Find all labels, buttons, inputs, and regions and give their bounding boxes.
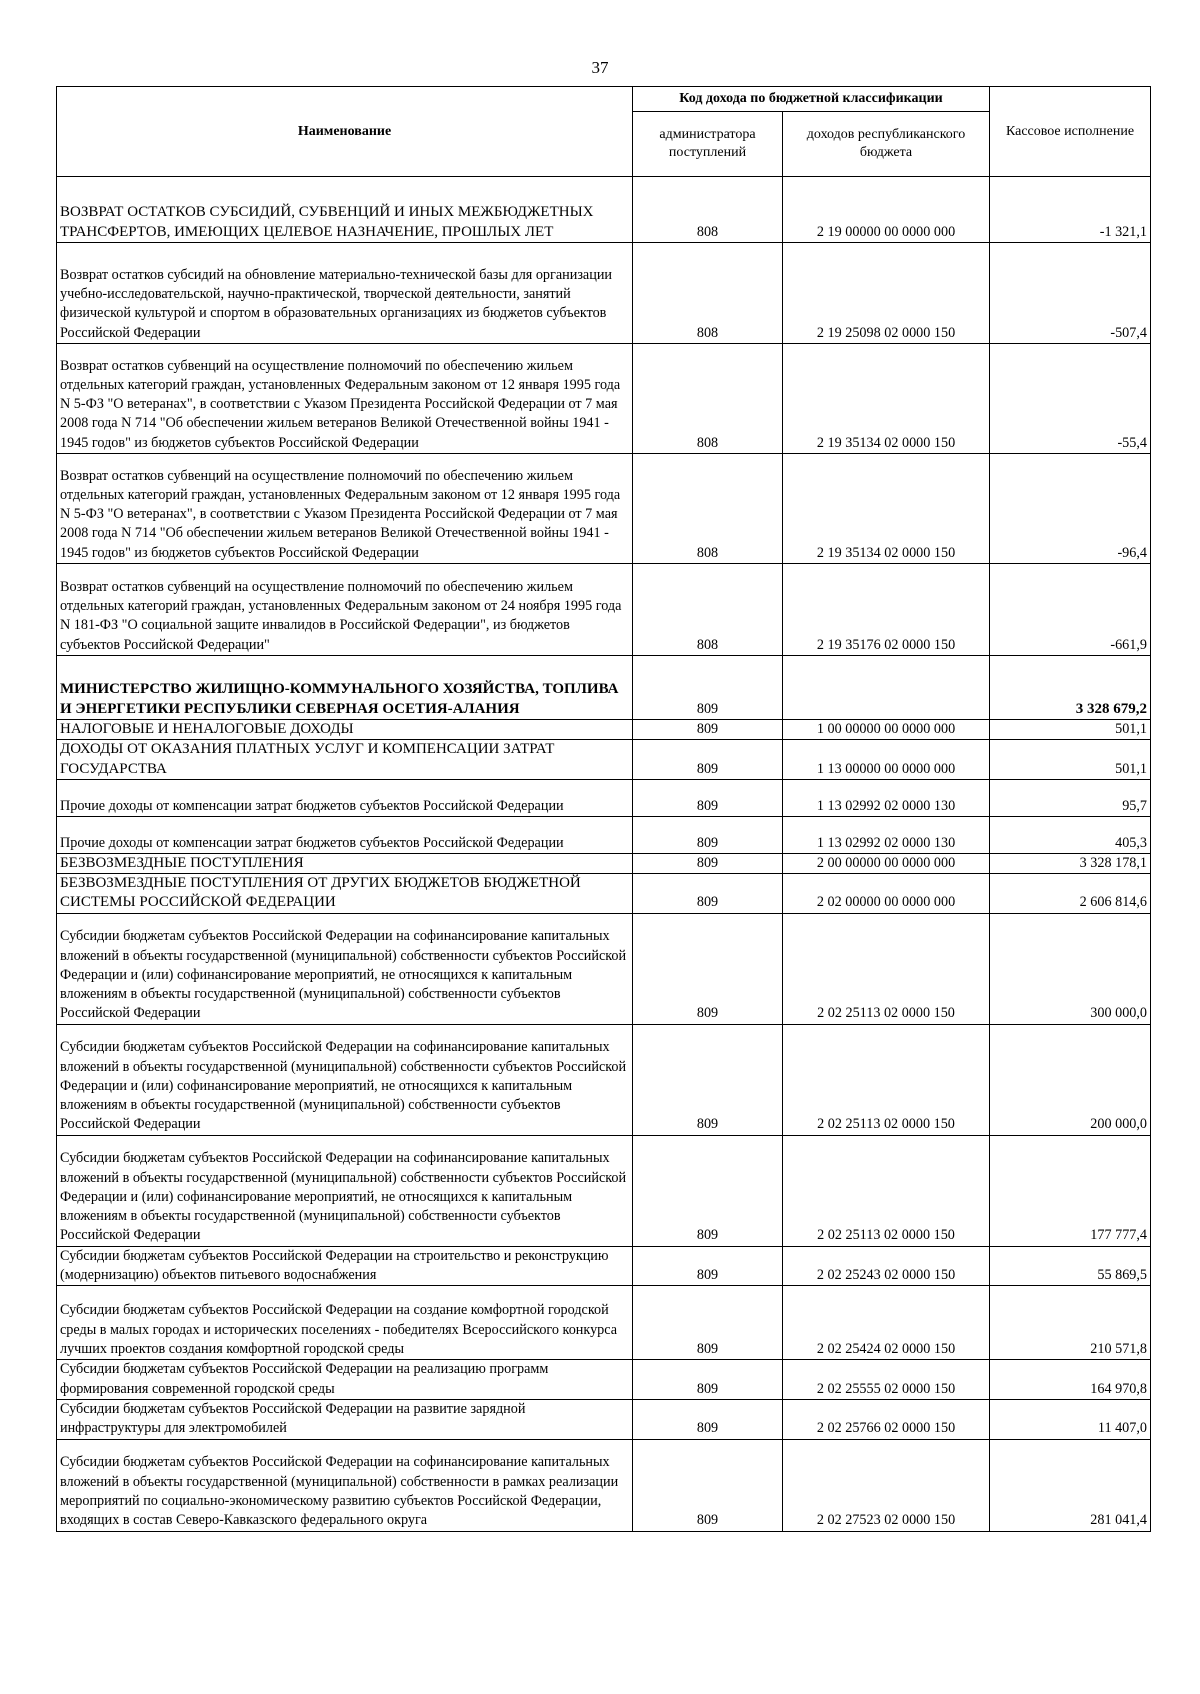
row-name-cell: Прочие доходы от компенсации затрат бюджетов субъектов Российской Федерации: [57, 779, 633, 816]
table-row: [57, 853, 1151, 873]
row-code-cell: 2 19 35134 02 0000 150: [783, 344, 990, 454]
row-code-cell: 2 00 00000 00 0000 000: [783, 853, 990, 873]
row-code-cell: [783, 656, 990, 720]
row-admin-cell: 809: [633, 779, 783, 816]
row-code-cell: 2 02 25113 02 0000 150: [783, 1135, 990, 1246]
header-name: Наименование: [57, 87, 633, 177]
table-body: [57, 177, 1151, 1532]
row-name-cell: Субсидии бюджетам субъектов Российской Федерации на развитие зарядной инфраструктуры для электромобилей: [57, 1399, 633, 1439]
row-name-cell: БЕЗВОЗМЕЗДНЫЕ ПОСТУПЛЕНИЯ: [57, 853, 633, 873]
table-row: [57, 243, 1151, 344]
table-row: [57, 913, 1151, 1024]
table-row: [57, 1246, 1151, 1286]
row-amount-cell: 501,1: [990, 720, 1151, 740]
row-admin-cell: 808: [633, 243, 783, 344]
row-amount-cell: 281 041,4: [990, 1439, 1151, 1531]
table-row: [57, 1024, 1151, 1135]
row-amount-cell: 55 869,5: [990, 1246, 1151, 1286]
header-income: доходов республиканского бюджета: [783, 112, 990, 177]
row-amount-cell: 95,7: [990, 779, 1151, 816]
row-admin-cell: 809: [633, 1286, 783, 1360]
table-row: [57, 454, 1151, 564]
row-amount-cell: 3 328 178,1: [990, 853, 1151, 873]
table-row: [57, 177, 1151, 243]
row-admin-cell: 808: [633, 564, 783, 656]
row-amount-cell: 501,1: [990, 740, 1151, 780]
row-admin-cell: 809: [633, 1024, 783, 1135]
row-code-cell: 2 02 00000 00 0000 000: [783, 874, 990, 914]
row-admin-cell: 809: [633, 740, 783, 780]
row-admin-cell: 809: [633, 656, 783, 720]
row-amount-cell: 177 777,4: [990, 1135, 1151, 1246]
row-name-cell: Субсидии бюджетам субъектов Российской Федерации на софинансирование капитальных вложений в объекты государственной (муниципальной) собственности субъектов Российской Федерации и (или) софинансирование мероприятий, не относящихся к капитальным вложениям в объекты государственной (муниципальной) собственности субъектов Российской Федерации: [57, 913, 633, 1024]
row-admin-cell: 809: [633, 720, 783, 740]
row-name-cell: ДОХОДЫ ОТ ОКАЗАНИЯ ПЛАТНЫХ УСЛУГ И КОМПЕНСАЦИИ ЗАТРАТ ГОСУДАРСТВА: [57, 740, 633, 780]
row-name-cell: Прочие доходы от компенсации затрат бюджетов субъектов Российской Федерации: [57, 816, 633, 853]
row-admin-cell: 809: [633, 1135, 783, 1246]
row-code-cell: 2 02 25113 02 0000 150: [783, 913, 990, 1024]
row-code-cell: 2 02 25243 02 0000 150: [783, 1246, 990, 1286]
row-name-cell: Возврат остатков субсидий на обновление материально-технической базы для организации учебно-исследовательской, научно-практической, творческой деятельности, занятий физической культурой и спортом в образовательных организациях из бюджетов субъектов Российской Федерации: [57, 243, 633, 344]
row-name-cell: Субсидии бюджетам субъектов Российской Федерации на софинансирование капитальных вложений в объекты государственной (муниципальной) собственности в рамках реализации мероприятий по социально-экономическому развитию субъектов Российской Федерации, входящих в состав Северо-Кавказского федерального округа: [57, 1439, 633, 1531]
header-admin: администратора поступлений: [633, 112, 783, 177]
row-code-cell: 1 00 00000 00 0000 000: [783, 720, 990, 740]
row-admin-cell: 809: [633, 1399, 783, 1439]
row-admin-cell: 809: [633, 1360, 783, 1400]
row-admin-cell: 809: [633, 1246, 783, 1286]
row-amount-cell: 3 328 679,2: [990, 656, 1151, 720]
row-name-cell: Возврат остатков субвенций на осуществление полномочий по обеспечению жильем отдельных категорий граждан, установленных Федеральным законом от 12 января 1995 года N 5-ФЗ "О ветеранах", в соответствии с Указом Президента Российской Федерации от 7 мая 2008 года N 714 "Об обеспечении жильем ветеранов Великой Отечественной войны 1941 - 1945 годов" из бюджетов субъектов Российской Федерации: [57, 344, 633, 454]
row-name-cell: МИНИСТЕРСТВО ЖИЛИЩНО-КОММУНАЛЬНОГО ХОЗЯЙСТВА, ТОПЛИВА И ЭНЕРГЕТИКИ РЕСПУБЛИКИ СЕВЕРНАЯ ОСЕТИЯ-АЛАНИЯ: [57, 656, 633, 720]
row-amount-cell: -1 321,1: [990, 177, 1151, 243]
row-name-cell: ВОЗВРАТ ОСТАТКОВ СУБСИДИЙ, СУБВЕНЦИЙ И ИНЫХ МЕЖБЮДЖЕТНЫХ ТРАНСФЕРТОВ, ИМЕЮЩИХ ЦЕЛЕВОЕ НАЗНАЧЕНИЕ, ПРОШЛЫХ ЛЕТ: [57, 177, 633, 243]
page-number: 37: [591, 58, 609, 77]
table-header: [57, 87, 1151, 177]
row-name-cell: Субсидии бюджетам субъектов Российской Федерации на реализацию программ формирования современной городской среды: [57, 1360, 633, 1400]
row-code-cell: 2 19 35176 02 0000 150: [783, 564, 990, 656]
table-row: [57, 1286, 1151, 1360]
row-name-cell: Возврат остатков субвенций на осуществление полномочий по обеспечению жильем отдельных категорий граждан, установленных Федеральным законом от 12 января 1995 года N 5-ФЗ "О ветеранах", в соответствии с Указом Президента Российской Федерации от 7 мая 2008 года N 714 "Об обеспечении жильем ветеранов Великой Отечественной войны 1941 - 1945 годов" из бюджетов субъектов Российской Федерации: [57, 454, 633, 564]
budget-table: [56, 86, 1151, 1532]
row-amount-cell: -96,4: [990, 454, 1151, 564]
row-admin-cell: 809: [633, 874, 783, 914]
row-name-cell: Субсидии бюджетам субъектов Российской Федерации на софинансирование капитальных вложений в объекты государственной (муниципальной) собственности субъектов Российской Федерации и (или) софинансирование мероприятий, не относящихся к капитальным вложениям в объекты государственной (муниципальной) собственности субъектов Российской Федерации: [57, 1024, 633, 1135]
header-amount: Кассовое исполнение: [990, 87, 1151, 177]
row-name-cell: НАЛОГОВЫЕ И НЕНАЛОГОВЫЕ ДОХОДЫ: [57, 720, 633, 740]
table-row: [57, 1439, 1151, 1531]
row-amount-cell: 210 571,8: [990, 1286, 1151, 1360]
table-row: [57, 1360, 1151, 1400]
row-admin-cell: 808: [633, 344, 783, 454]
row-admin-cell: 809: [633, 913, 783, 1024]
row-code-cell: 2 19 00000 00 0000 000: [783, 177, 990, 243]
table-row: [57, 740, 1151, 780]
table-row: [57, 344, 1151, 454]
row-code-cell: 2 02 25424 02 0000 150: [783, 1286, 990, 1360]
row-name-cell: БЕЗВОЗМЕЗДНЫЕ ПОСТУПЛЕНИЯ ОТ ДРУГИХ БЮДЖЕТОВ БЮДЖЕТНОЙ СИСТЕМЫ РОССИЙСКОЙ ФЕДЕРАЦИИ: [57, 874, 633, 914]
row-code-cell: 2 02 27523 02 0000 150: [783, 1439, 990, 1531]
row-admin-cell: 809: [633, 853, 783, 873]
row-admin-cell: 809: [633, 1439, 783, 1531]
table-row: [57, 1399, 1151, 1439]
row-amount-cell: 200 000,0: [990, 1024, 1151, 1135]
row-code-cell: 2 19 25098 02 0000 150: [783, 243, 990, 344]
row-amount-cell: 11 407,0: [990, 1399, 1151, 1439]
row-amount-cell: 2 606 814,6: [990, 874, 1151, 914]
row-admin-cell: 808: [633, 177, 783, 243]
row-code-cell: 2 19 35134 02 0000 150: [783, 454, 990, 564]
row-amount-cell: -661,9: [990, 564, 1151, 656]
row-admin-cell: 809: [633, 816, 783, 853]
table-row: [57, 874, 1151, 914]
row-code-cell: 1 13 02992 02 0000 130: [783, 816, 990, 853]
row-amount-cell: 164 970,8: [990, 1360, 1151, 1400]
row-name-cell: Субсидии бюджетам субъектов Российской Федерации на софинансирование капитальных вложений в объекты государственной (муниципальной) собственности субъектов Российской Федерации и (или) софинансирование мероприятий, не относящихся к капитальным вложениям в объекты государственной (муниципальной) собственности субъектов Российской Федерации: [57, 1135, 633, 1246]
row-code-cell: 2 02 25113 02 0000 150: [783, 1024, 990, 1135]
table-row: [57, 564, 1151, 656]
row-amount-cell: 300 000,0: [990, 913, 1151, 1024]
header-code-group: Код дохода по бюджетной классификации: [633, 87, 990, 112]
row-name-cell: Субсидии бюджетам субъектов Российской Федерации на строительство и реконструкцию (модернизацию) объектов питьевого водоснабжения: [57, 1246, 633, 1286]
table-row: [57, 779, 1151, 816]
table-row: [57, 1135, 1151, 1246]
row-amount-cell: -507,4: [990, 243, 1151, 344]
row-code-cell: 2 02 25766 02 0000 150: [783, 1399, 990, 1439]
row-code-cell: 1 13 00000 00 0000 000: [783, 740, 990, 780]
row-amount-cell: -55,4: [990, 344, 1151, 454]
row-admin-cell: 808: [633, 454, 783, 564]
row-amount-cell: 405,3: [990, 816, 1151, 853]
table-row: [57, 656, 1151, 720]
row-name-cell: Возврат остатков субвенций на осуществление полномочий по обеспечению жильем отдельных категорий граждан, установленных Федеральным законом от 24 ноября 1995 года N 181-ФЗ "О социальной защите инвалидов в Российской Федерации", из бюджетов субъектов Российской Федерации": [57, 564, 633, 656]
row-name-cell: Субсидии бюджетам субъектов Российской Федерации на создание комфортной городской среды в малых городах и исторических поселениях - победителях Всероссийского конкурса лучших проектов создания комфортной городской среды: [57, 1286, 633, 1360]
row-code-cell: 2 02 25555 02 0000 150: [783, 1360, 990, 1400]
table-row: [57, 720, 1151, 740]
row-code-cell: 1 13 02992 02 0000 130: [783, 779, 990, 816]
table-row: [57, 816, 1151, 853]
